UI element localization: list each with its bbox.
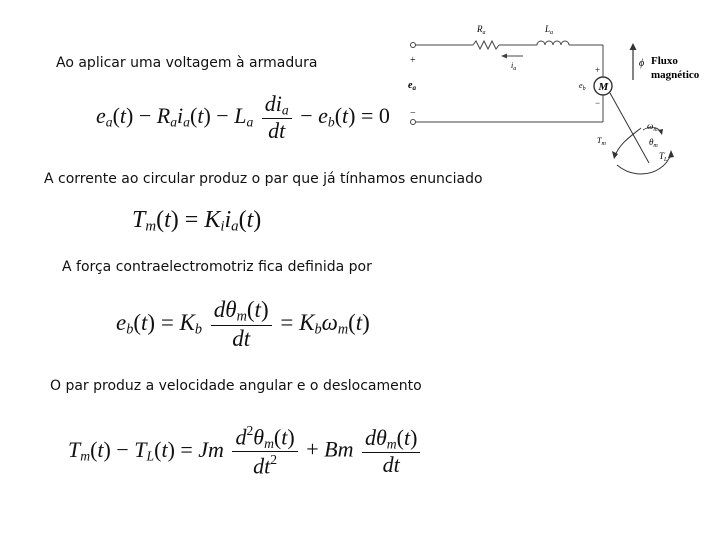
- equation-motion: [68, 424, 423, 479]
- eq4-plus: + Bm: [306, 436, 354, 462]
- eq3-derivative-fraction: $\frac{d\theta_m(t)}{dt}$: [211, 298, 272, 351]
- terminal-bottom: [411, 120, 416, 125]
- eq1-derivative-fraction: $\frac{di_a}{dt}$: [262, 92, 292, 143]
- motor-label: M: [598, 81, 609, 93]
- omega-arrowhead: [658, 129, 663, 135]
- caption-back-emf: A força contraelectromotriz fica definida por: [62, 259, 372, 275]
- label-ea: $e_a$: [408, 80, 416, 92]
- label-omega: $\omega_m$: [647, 121, 658, 133]
- current-arrowhead: [501, 54, 507, 59]
- resistor-ra: [473, 41, 499, 49]
- flux-arrowhead: [630, 43, 637, 50]
- terminal-plus: +: [410, 55, 416, 66]
- inductor-la: [537, 41, 569, 45]
- motor-shaft: [610, 93, 649, 163]
- equation-armature-voltage: [96, 92, 390, 143]
- eq3-lhs: $e_b(t) = K_b$: [116, 309, 203, 338]
- eq4-second-derivative-fraction: $\frac{d^2\theta_m(t)}{dt^2}$: [232, 424, 297, 479]
- terminal-minus: −: [410, 108, 416, 119]
- equation-motor-torque: $T_m(t) = K_ii_a(t)$: [132, 207, 262, 235]
- eq4-first-derivative-fraction: $\frac{d\theta_m(t)}{dt}$: [362, 426, 420, 477]
- terminal-top: [411, 43, 416, 48]
- label-theta: $\theta_m$: [649, 137, 658, 149]
- label-eb: $e_b$: [579, 81, 586, 92]
- eb-plus: +: [595, 65, 601, 75]
- equation-back-emf: [116, 298, 370, 351]
- eq1-text: [0, 0, 1, 1]
- label-ra: $R_a$: [477, 24, 486, 36]
- label-la: $L_a$: [545, 24, 554, 36]
- label-tm: $T_m$: [597, 136, 606, 147]
- flux-label-line2: magnético: [651, 69, 700, 81]
- eb-minus: −: [595, 98, 601, 108]
- label-ia: $i_a$: [511, 61, 517, 72]
- eq1-rhs: − $e_b(t) = 0$: [300, 102, 390, 129]
- caption-current-torque: A corrente ao circular produz o par que já tínhamos enunciado: [44, 171, 483, 187]
- dc-motor-circuit-diagram: [405, 18, 705, 183]
- label-phi: ϕ: [639, 58, 645, 69]
- label-tl: $T_L$: [659, 151, 668, 163]
- eq4-lhs: $T_m(t) - T_L(t) = Jm$: [68, 436, 224, 463]
- flux-label-line1: Fluxo: [651, 55, 678, 67]
- caption-angular-motion: O par produz a velocidade angular e o deslocamento: [50, 378, 422, 394]
- torque-arrowhead-load: [668, 150, 674, 158]
- eq1-lhs: $e_a(t) - R_ai_a(t) - L_a$: [96, 102, 254, 129]
- eq3-rhs: = $K_b\omega_m(t)$: [280, 309, 370, 338]
- caption-apply-voltage: Ao aplicar uma voltagem à armadura: [56, 55, 318, 71]
